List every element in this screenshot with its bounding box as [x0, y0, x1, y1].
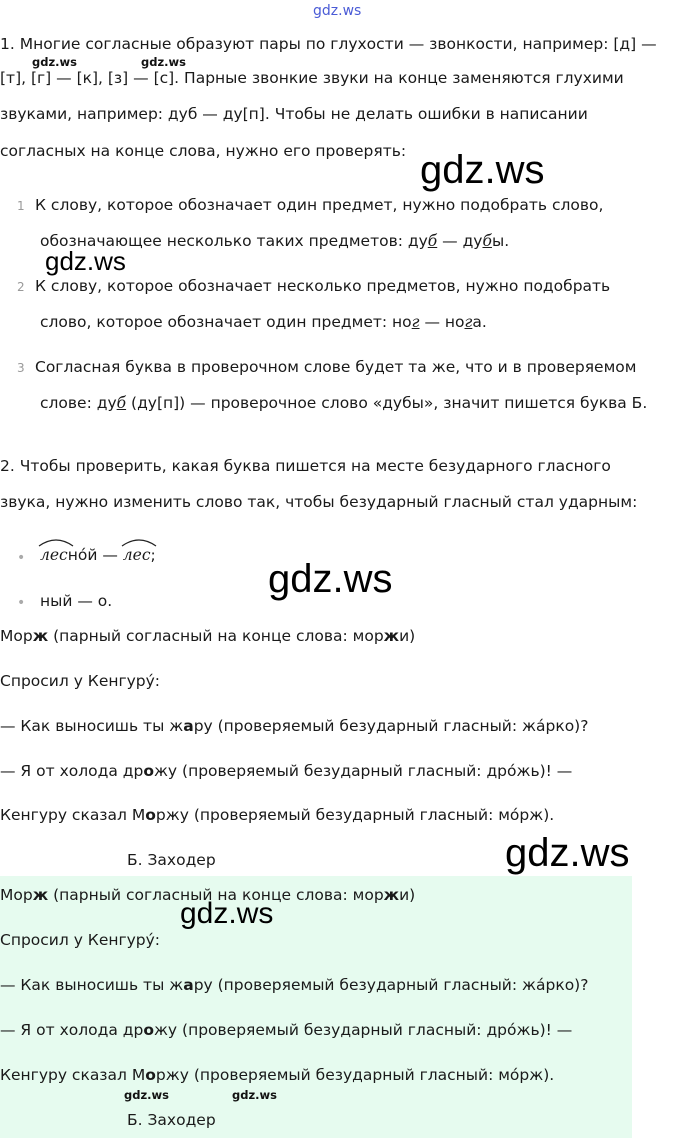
- highlight-box: [0, 876, 632, 1138]
- paragraph-line: [т], [г] — [к], [з] — [с]. Парные звонкие звуки на конце заменяются глухими: [0, 69, 624, 87]
- root-arc-icon: [121, 537, 157, 547]
- watermark-big: gdz.ws: [180, 897, 274, 930]
- poem-author: Б. Заходер: [127, 851, 216, 869]
- step-line: Согласная буква в проверочном слове будет та же, что и в проверяемом: [35, 358, 637, 376]
- step-line: слове: дуб (ду[п]) — проверочное слово «дубы», значит пишется буква Б.: [40, 394, 648, 412]
- underlined-letter: г: [464, 313, 473, 331]
- underlined-letter: б: [482, 232, 492, 250]
- bullet-dot: •: [17, 550, 26, 566]
- poem-line: — Как выносишь ты жару (проверяемый безударный гласный: жа́рко)?: [0, 976, 589, 994]
- watermark-small: gdz.ws: [232, 1088, 277, 1102]
- poem-line: — Я от холода дрожу (проверяемый безударный гласный: дро́жь)! —: [0, 762, 573, 780]
- watermark-big: gdz.ws: [268, 557, 393, 601]
- root-mark: лес: [40, 546, 68, 564]
- paragraph-line: согласных на конце слова, нужно его проверять:: [0, 142, 407, 160]
- step-line: К слову, которое обозначает несколько предметов, нужно подобрать: [35, 277, 611, 295]
- step-number: 2: [17, 280, 25, 294]
- bullet-item: ный — о.: [40, 592, 113, 610]
- paragraph-line: 1. Многие согласные образуют пары по глухости — звонкости, например: [д] —: [0, 35, 657, 53]
- step-line: К слову, которое обозначает один предмет, нужно подобрать слово,: [35, 196, 604, 214]
- poem-line: Морж (парный согласный на конце слова: моржи): [0, 886, 416, 904]
- watermark-small: gdz.ws: [141, 55, 186, 69]
- watermark-top: gdz.ws: [313, 3, 362, 19]
- step-number: 3: [17, 361, 25, 375]
- watermark-small: gdz.ws: [32, 55, 77, 69]
- bullet-dot: •: [17, 595, 26, 611]
- watermark-big: gdz.ws: [420, 148, 545, 192]
- bullet-item: лесно́й — лес;: [40, 546, 156, 564]
- paragraph-line: звуками, например: дуб — ду[п]. Чтобы не делать ошибки в написании: [0, 105, 588, 123]
- poem-line: — Как выносишь ты жару (проверяемый безударный гласный: жа́рко)?: [0, 717, 589, 735]
- poem-line: — Я от холода дрожу (проверяемый безударный гласный: дро́жь)! —: [0, 1021, 573, 1039]
- step-number: 1: [17, 199, 25, 213]
- watermark-big: gdz.ws: [45, 246, 126, 276]
- underlined-letter: б: [116, 394, 127, 412]
- poem-line: Кенгуру сказал Моржу (проверяемый безударный гласный: мо́рж).: [0, 1066, 555, 1084]
- watermark-small: gdz.ws: [124, 1088, 169, 1102]
- poem-author: Б. Заходер: [127, 1111, 216, 1129]
- underlined-letter: б: [427, 232, 438, 250]
- poem-line: Спросил у Кенгуру́:: [0, 931, 161, 949]
- root-arc-icon: [38, 537, 74, 547]
- paragraph-line: 2. Чтобы проверить, какая буква пишется на месте безударного гласного: [0, 457, 611, 475]
- poem-line: Спросил у Кенгуру́:: [0, 672, 161, 690]
- watermark-big: gdz.ws: [505, 831, 630, 875]
- underlined-letter: г: [411, 313, 420, 331]
- poem-line: Кенгуру сказал Моржу (проверяемый безударный гласный: мо́рж).: [0, 806, 555, 824]
- step-line: обозначающее несколько таких предметов: дуб — дубы.: [40, 232, 510, 250]
- step-line: слово, которое обозначает один предмет: ног — нога.: [40, 313, 487, 331]
- poem-line: Морж (парный согласный на конце слова: моржи): [0, 627, 416, 645]
- paragraph-line: звука, нужно изменить слово так, чтобы безударный гласный стал ударным:: [0, 493, 638, 511]
- root-mark: лес: [123, 546, 151, 564]
